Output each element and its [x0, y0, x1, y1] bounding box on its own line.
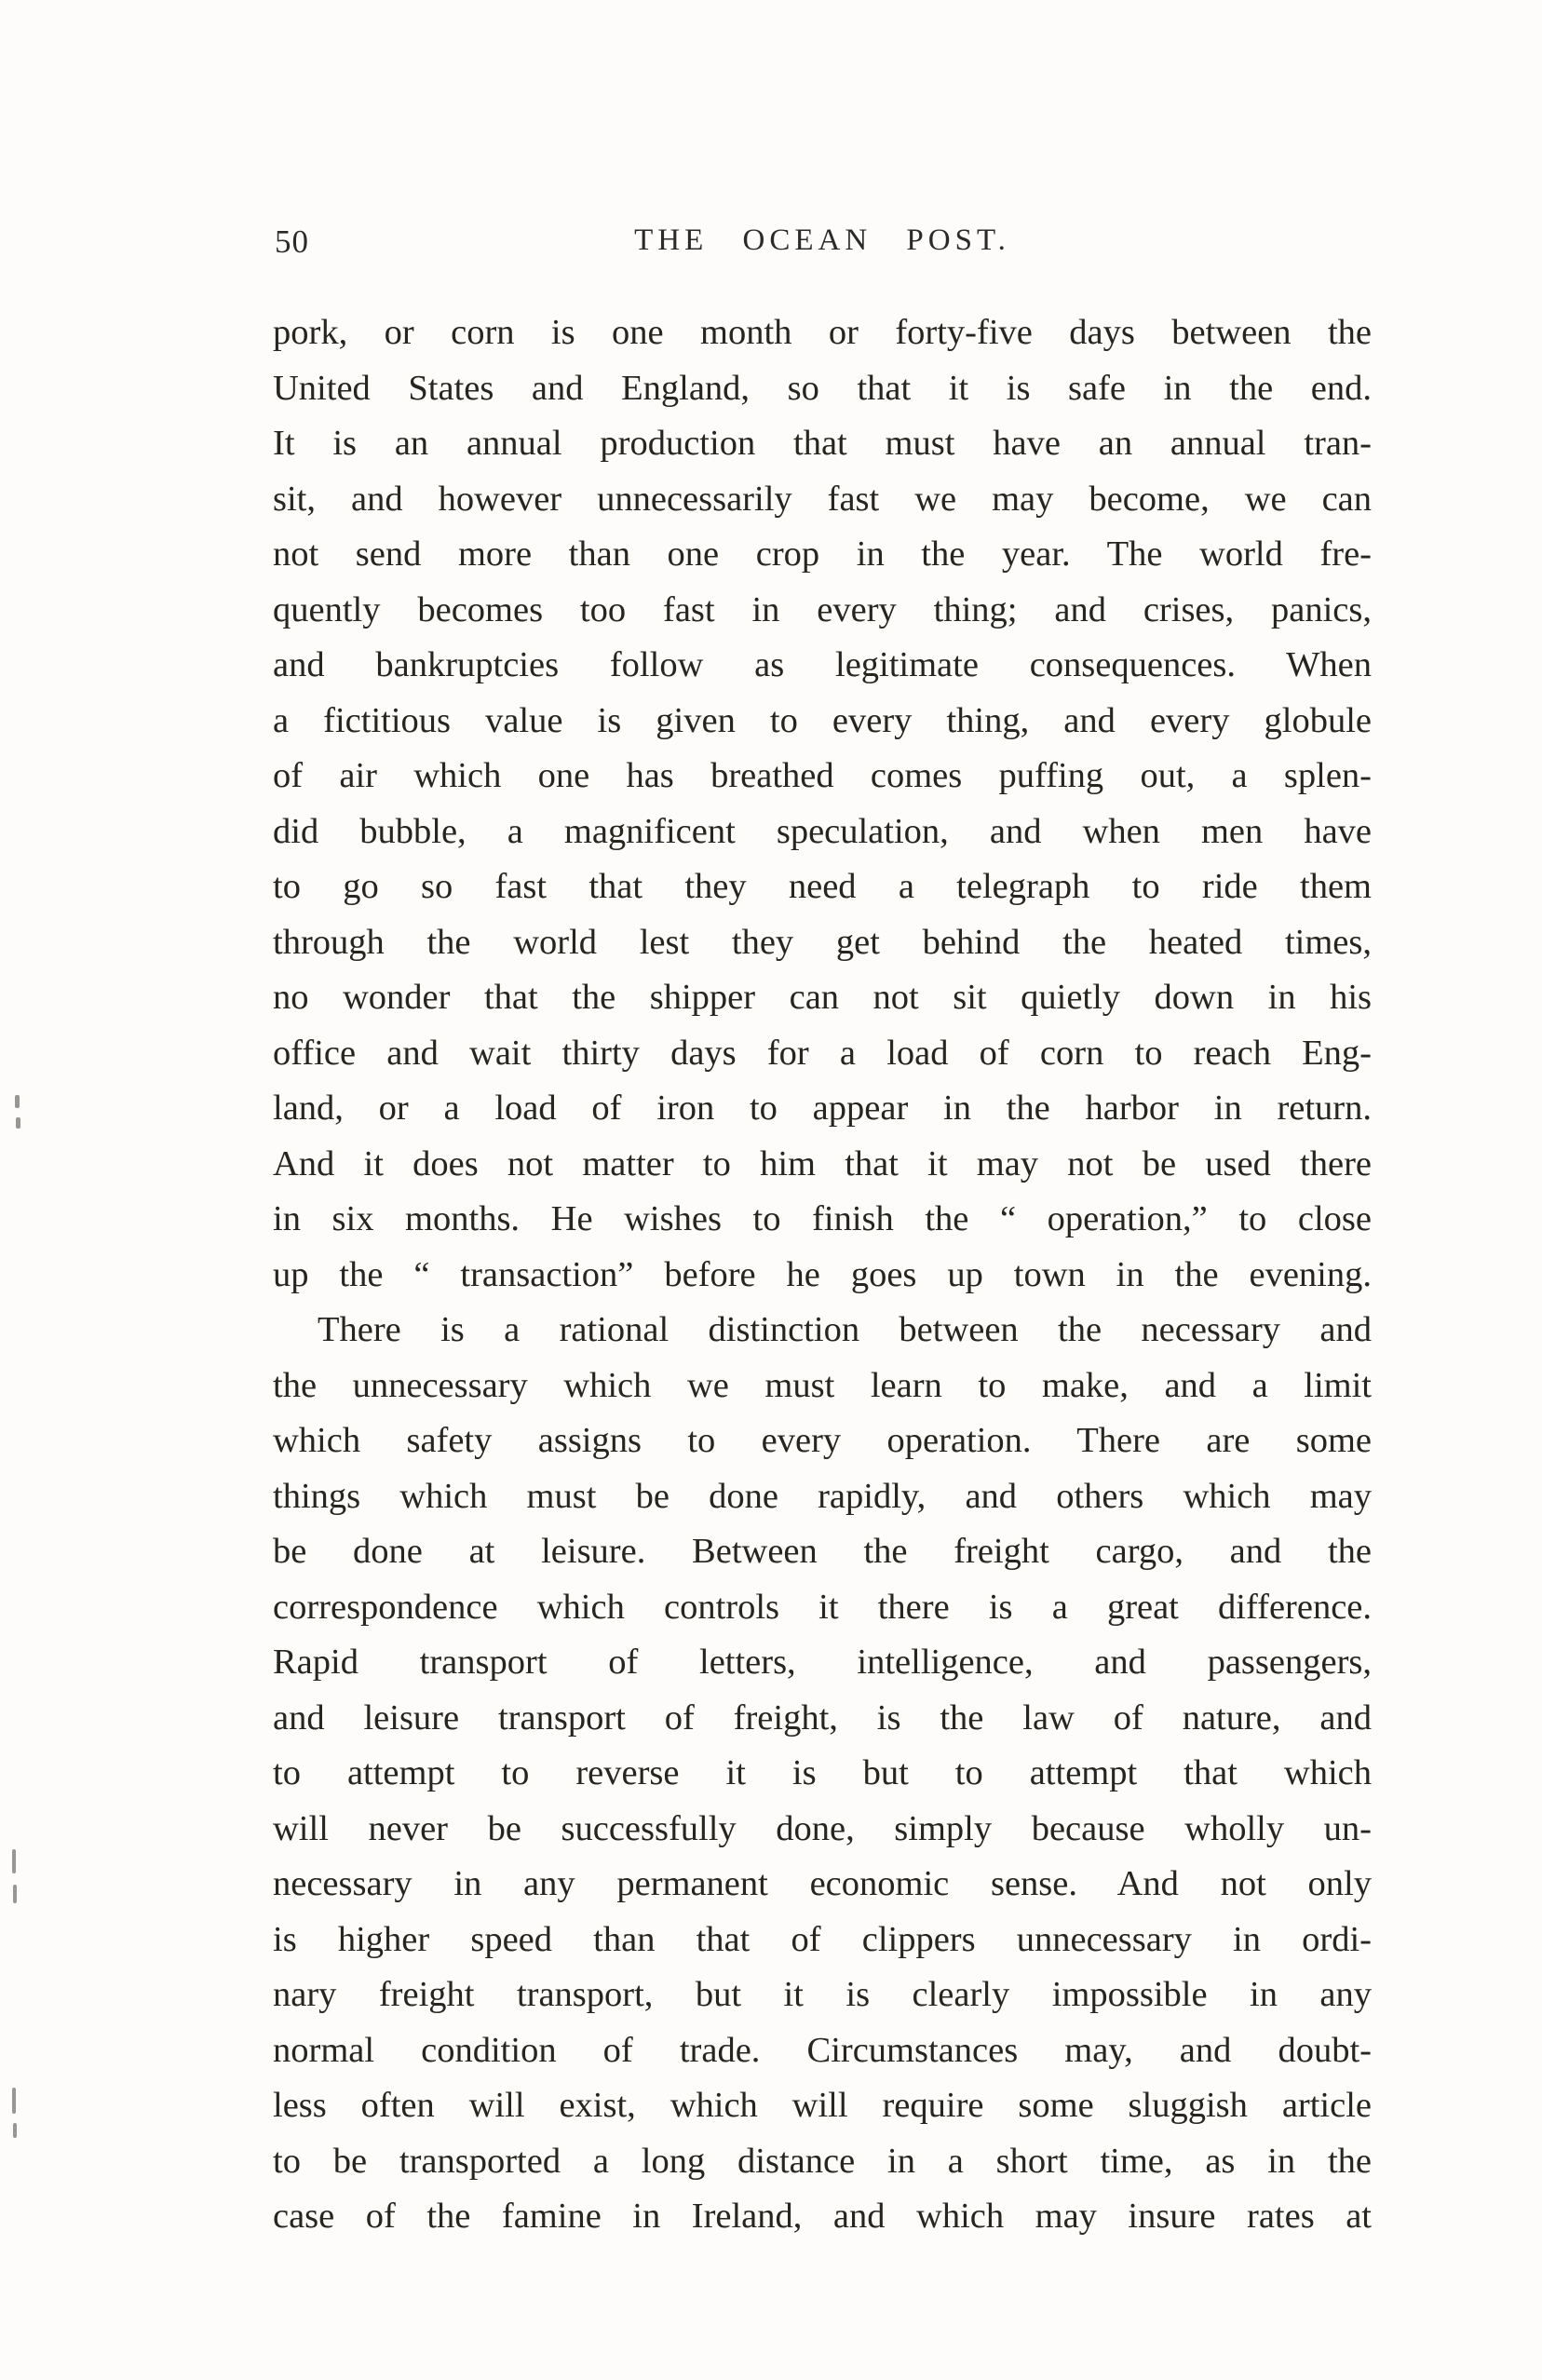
scan-artifact [15, 1095, 20, 1108]
text-line: will never be successfully done, simply because wholly un- [273, 1808, 1372, 1848]
text-line: less often will exist, which will require some sluggish article [273, 2086, 1372, 2125]
text-line: which safety assigns to every operation. There are some [273, 1421, 1372, 1460]
text-line: is higher speed than that of clippers unnecessary in ordi- [273, 1919, 1372, 1959]
text-line: case of the famine in Ireland, and which may insure rates at [273, 2197, 1372, 2236]
text-line: through the world lest they get behind the heated times, [273, 922, 1372, 962]
text-line: and bankruptcies follow as legitimate consequences. When [273, 645, 1372, 684]
text-line: It is an annual production that must have an annual tran- [273, 424, 1372, 463]
text-line: things which must be done rapidly, and others which may [273, 1476, 1372, 1516]
body-text [273, 305, 1372, 2245]
scan-artifact [12, 2088, 16, 2114]
text-line: did bubble, a magnificent speculation, and when men have [273, 811, 1372, 851]
text-line: to attempt to reverse it is but to attempt that which [273, 1753, 1372, 1792]
text-line: normal condition of trade. Circumstances may, and doubt- [273, 2030, 1372, 2070]
scan-artifact [13, 1885, 17, 1903]
text-line: Rapid transport of letters, intelligence, and passengers, [273, 1643, 1372, 1682]
page-header [273, 223, 1372, 264]
scan-artifact [12, 1849, 16, 1873]
running-title: THE OCEAN POST. [634, 223, 1010, 257]
text-line: a fictitious value is given to every thing, and every globule [273, 700, 1372, 740]
page-number: 50 [275, 223, 309, 260]
text-line: sit, and however unnecessarily fast we may become, we can [273, 479, 1372, 519]
text-line: to go so fast that they need a telegraph to ride them [273, 867, 1372, 906]
text-line: in six months. He wishes to finish the “ operation,” to close [273, 1199, 1372, 1238]
text-line: and leisure transport of freight, is the law of nature, and [273, 1697, 1372, 1738]
text-line: the unnecessary which we must learn to make, and a limit [273, 1365, 1372, 1405]
text-line: not send more than one crop in the year. The world fre- [273, 534, 1372, 574]
text-line: up the “ transaction” before he goes up town in the evening. [273, 1254, 1372, 1294]
paragraph-2 [273, 1303, 1372, 2245]
text-line: There is a rational distinction between the necessary and [318, 1310, 1372, 1349]
text-line: to be transported a long distance in a short time, as in the [273, 2141, 1372, 2181]
paragraph-1 [273, 305, 1372, 1303]
text-line: quently becomes too fast in every thing; and crises, panics, [273, 589, 1372, 629]
text-line: of air which one has breathed comes puffing out, a splen- [273, 756, 1372, 795]
text-column [273, 223, 1372, 2245]
text-line: pork, or corn is one month or forty-five days between the [273, 313, 1372, 352]
text-line: no wonder that the shipper can not sit quietly down in his [273, 978, 1372, 1017]
text-line: be done at leisure. Between the freight cargo, and the [273, 1532, 1372, 1571]
text-line: necessary in any permanent economic sense. And not only [273, 1864, 1372, 1903]
text-line: land, or a load of iron to appear in the harbor in return. [273, 1089, 1372, 1128]
text-line: United States and England, so that it is safe in the end. [273, 368, 1372, 408]
text-line: And it does not matter to him that it may not be used there [273, 1143, 1372, 1183]
text-line: nary freight transport, but it is clearly impossible in any [273, 1975, 1372, 2014]
text-line: office and wait thirty days for a load of corn to reach Eng- [273, 1033, 1372, 1073]
text-line: correspondence which controls it there is a great difference. [273, 1587, 1372, 1627]
scan-artifact [16, 1117, 20, 1129]
scan-artifact [13, 2123, 17, 2138]
